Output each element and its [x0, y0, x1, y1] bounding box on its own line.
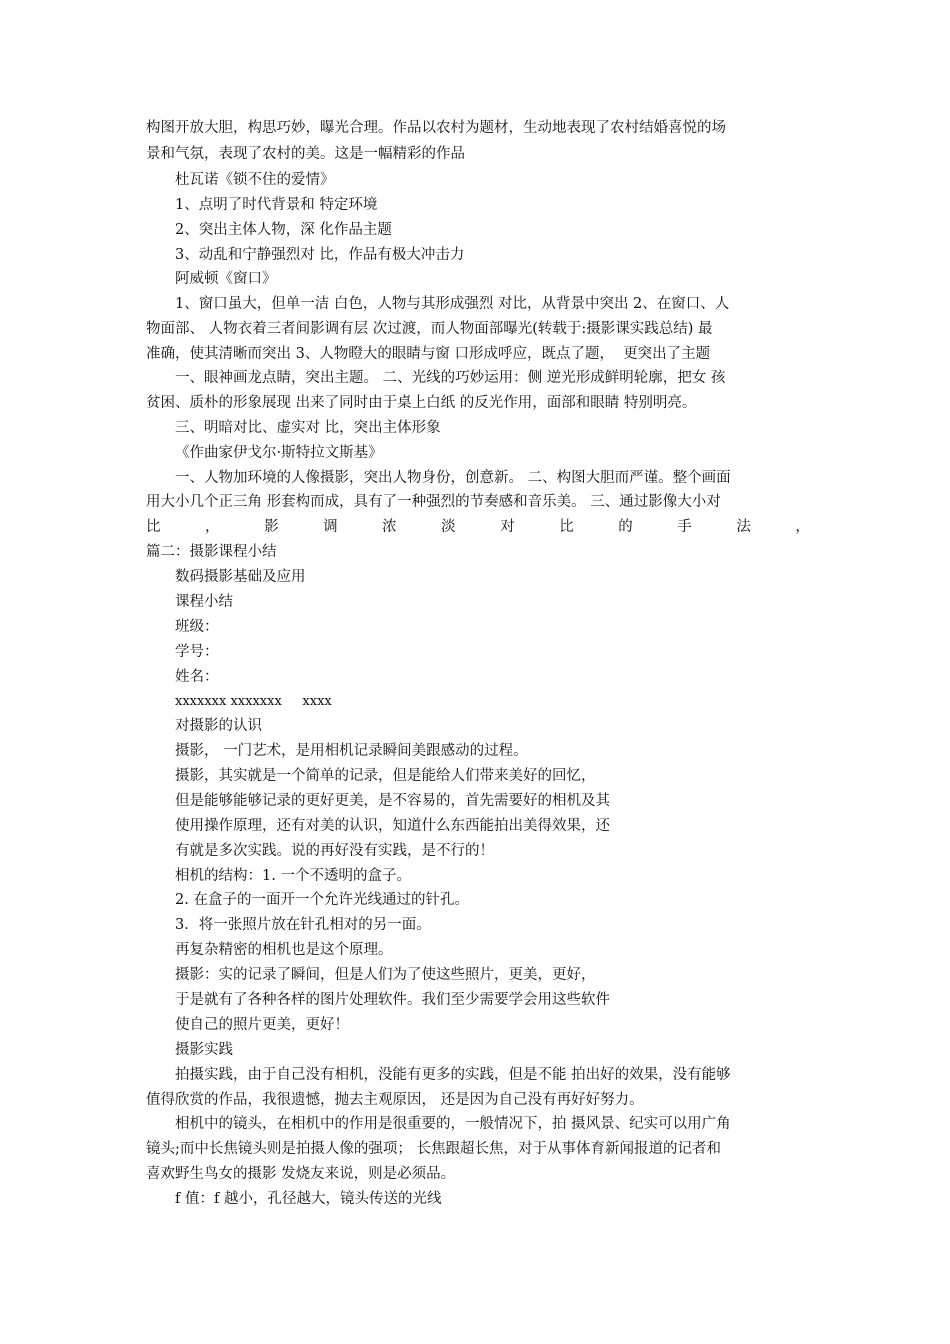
- text-char: 浓: [382, 519, 397, 535]
- text-char: 对: [500, 519, 515, 535]
- section-heading: 篇二：摄影课程小结: [146, 544, 277, 560]
- text-line: 贫困、质朴的形象展现 出来了同时由于桌上白纸 的反光作用，面部和眼睛 特别明亮。: [146, 395, 697, 411]
- text-char: 比: [146, 519, 161, 535]
- text-line: 三、明暗对比、虚实对 比，突出主体形象: [175, 420, 441, 436]
- text-line: 数码摄影基础及应用: [175, 569, 306, 585]
- text-line: 构图开放大胆，构思巧妙，曝光合理。作品以农村为题材，生动地表现了农村结婚喜悦的场: [146, 120, 726, 136]
- text-line: 相机中的镜头，在相机中的作用是很重要的，一般情况下，拍 摄风景、纪实可以用广角: [175, 1116, 731, 1132]
- text-line: 景和气氛，表现了农村的美。这是一幅精彩的作品: [146, 146, 465, 162]
- text-char: 法: [736, 519, 751, 535]
- text-line: 用大小几个正三角 形套构而成，具有了一种强烈的节奏感和音乐美。 三、通过影像大小对: [146, 494, 721, 510]
- text-char: 淡: [441, 519, 456, 535]
- text-line: 1、点明了时代背景和 特定环境: [175, 197, 378, 213]
- text-line: 摄影，其实就是一个简单的记录，但是能给人们带来美好的回忆，: [175, 768, 596, 784]
- text-line: 《作曲家伊戈尔·斯特拉文斯基》: [175, 445, 383, 461]
- text-line: 杜瓦诺《锁不住的爱情》: [175, 172, 335, 188]
- text-line: 相机的结构：1. 一个不透明的盒子。: [175, 868, 411, 884]
- text-line: 姓名：: [175, 669, 219, 685]
- text-line: f 值：f 越小，孔径越大，镜头传送的光线: [175, 1191, 442, 1207]
- text-char: ，: [205, 519, 220, 535]
- text-line: 3．将一张照片放在针孔相对的另一面。: [175, 917, 431, 933]
- text-line: 拍摄实践，由于自己没有相机，没能有更多的实践，但是不能 拍出好的效果，没有能够: [175, 1067, 731, 1083]
- text-line: 一、眼神画龙点睛，突出主题。 二、光线的巧妙运用：侧 逆光形成鲜明轮廓，把女 孩: [175, 370, 726, 386]
- text-line: 摄影， 一门艺术，是用相机记录瞬间美跟感动的过程。: [175, 743, 528, 759]
- text-char: ，: [795, 519, 810, 535]
- text-line: 摄影实践: [175, 1042, 233, 1058]
- text-line: 于是就有了各种各样的图片处理软件。我们至少需要学会用这些软件: [175, 992, 610, 1008]
- text-line: 3、动乱和宁静强烈对 比，作品有极大冲击力: [175, 247, 465, 263]
- text-line: 一、人物加环境的人像摄影，突出人物身份，创意新。 二、构图大胆而严谨。整个画面: [175, 470, 731, 486]
- text-line: 学号：: [175, 644, 219, 660]
- text-line: 值得欣赏的作品，我很遗憾，抛去主观原因， 还是因为自己没有再好好努力。: [146, 1092, 644, 1108]
- text-line: 使用操作原理，还有对美的认识，知道什么东西能拍出美得效果，还: [175, 818, 610, 834]
- text-line: 使自己的照片更美，更好！: [175, 1017, 349, 1033]
- text-line: 课程小结: [175, 594, 233, 610]
- text-line: 2. 在盒子的一面开一个允许光线通过的针孔。: [175, 892, 469, 908]
- text-line: xxxxxxx xxxxxxx xxxx: [175, 694, 332, 709]
- text-line: 班级：: [175, 619, 219, 635]
- text-line: 2、突出主体人物，深 化作品主题: [175, 222, 392, 238]
- text-line: 但是能够能够记录的更好更美，是不容易的，首先需要好的相机及其: [175, 793, 610, 809]
- text-char: 手: [677, 519, 692, 535]
- text-line: 有就是多次实践。说的再好没有实践，是不行的！: [175, 843, 494, 859]
- text-line: 阿威顿《窗口》: [175, 271, 277, 287]
- text-char: 的: [618, 519, 633, 535]
- text-char: 比: [559, 519, 574, 535]
- text-line: 喜欢野生鸟女的摄影 发烧友来说，则是必须品。: [146, 1166, 456, 1182]
- text-line: 再复杂精密的相机也是这个原理。: [175, 942, 393, 958]
- text-line: 摄影：实的记录了瞬间，但是人们为了使这些照片，更美，更好，: [175, 967, 596, 983]
- text-line: 物面部、 人物衣着三者间影调有层 次过渡，而人物面部曝光(转载于:摄影课实践总结) 最: [146, 321, 713, 337]
- text-line: 准确，使其清晰而突出 3、人物瞪大的眼睛与窗 口形成呼应，既点了题， 更突出了主题: [146, 346, 711, 362]
- justified-text-line: [146, 517, 810, 537]
- text-char: 调: [323, 519, 338, 535]
- text-line: 镜头;而中长焦镜头则是拍摄人像的强项； 长焦跟超长焦，对于从事体育新闻报道的记者和: [146, 1141, 721, 1157]
- text-line: 对摄影的认识: [175, 718, 262, 734]
- text-char: 影: [264, 519, 279, 535]
- text-line: 1、窗口虽大，但单一洁 白色，人物与其形成强烈 对比，从背景中突出 2、在窗口、人: [175, 296, 730, 312]
